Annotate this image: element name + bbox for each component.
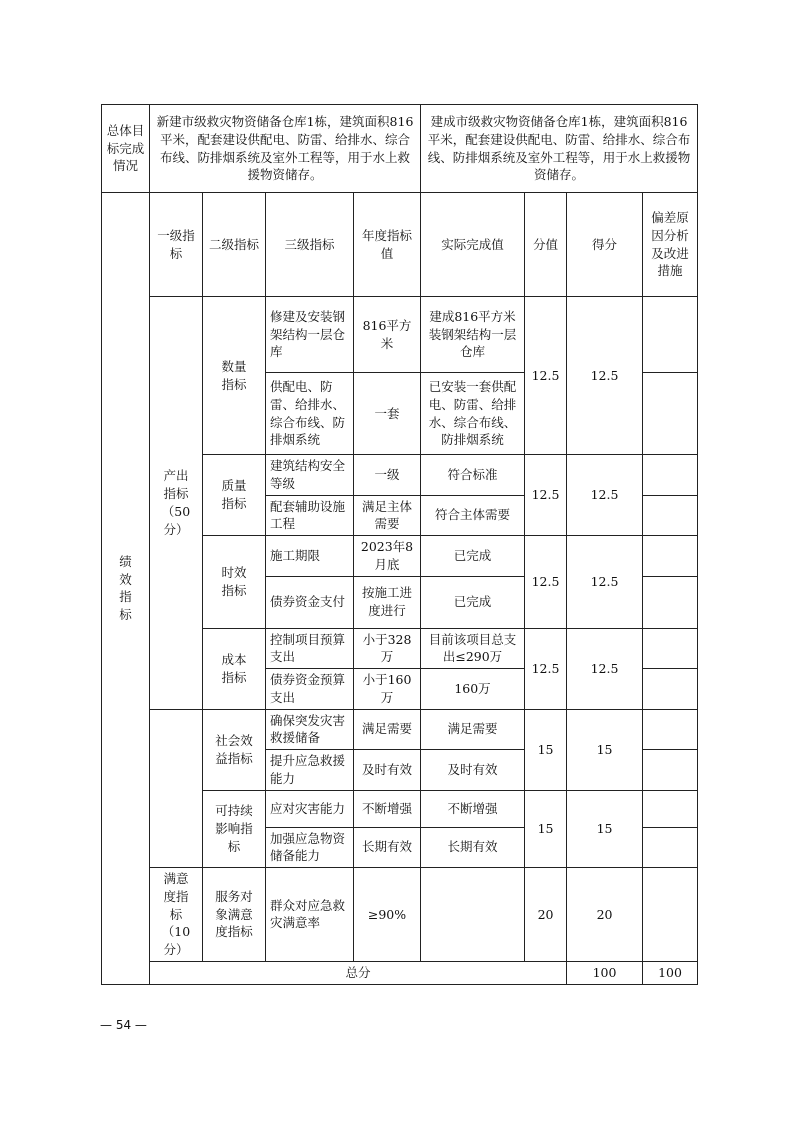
score-cell: 15 — [567, 790, 643, 868]
actual-cell: 长期有效 — [421, 827, 525, 868]
satisfaction-label: 满意度指标（10分） — [150, 868, 203, 962]
indicator-cell: 债券资金预算支出 — [266, 669, 354, 710]
social-label: 社会效益指标 — [203, 709, 266, 790]
deviation-cell — [643, 373, 698, 455]
cost-label: 成本指标 — [203, 628, 266, 709]
score-value-cell: 20 — [525, 868, 567, 962]
score-value-cell: 12.5 — [525, 628, 567, 709]
total-score-value: 100 — [567, 961, 643, 984]
deviation-cell — [643, 750, 698, 791]
total-score: 100 — [643, 961, 698, 984]
goal-planned-text: 新建市级救灾物资储备仓库1栋，建筑面积816平米，配套建设供配电、防雷、给排水、综合布线、防排烟系统及室外工程等，用于水上救援物资储存。 — [150, 105, 421, 193]
indicator-cell: 确保突发灾害救援储备 — [266, 709, 354, 750]
effect-label — [150, 709, 203, 868]
indicator-cell: 供配电、防雷、给排水、综合布线、防排烟系统 — [266, 373, 354, 455]
annual-cell: 长期有效 — [354, 827, 421, 868]
deviation-cell — [643, 827, 698, 868]
score-cell: 12.5 — [567, 628, 643, 709]
annual-cell: 一套 — [354, 373, 421, 455]
total-label: 总分 — [150, 961, 567, 984]
indicator-cell: 修建及安装钢架结构一层仓库 — [266, 297, 354, 373]
deviation-cell — [643, 576, 698, 628]
score-value-cell: 12.5 — [525, 297, 567, 455]
deviation-cell — [643, 868, 698, 962]
header-annual: 年度指标值 — [354, 193, 421, 297]
annual-cell: 满足主体需要 — [354, 495, 421, 536]
indicator-cell: 加强应急物资储备能力 — [266, 827, 354, 868]
perf-label: 绩效指标 — [102, 193, 150, 985]
satisfaction-sub-label: 服务对象满意度指标 — [203, 868, 266, 962]
actual-cell: 不断增强 — [421, 790, 525, 827]
indicator-cell: 控制项目预算支出 — [266, 628, 354, 669]
actual-cell: 目前该项目总支出≤290万 — [421, 628, 525, 669]
indicator-cell: 群众对应急救灾满意率 — [266, 868, 354, 962]
deviation-cell — [643, 495, 698, 536]
performance-table — [101, 104, 698, 985]
goal-row — [102, 105, 698, 193]
deviation-cell — [643, 297, 698, 373]
table-row — [102, 868, 698, 962]
deviation-cell — [643, 709, 698, 750]
deviation-cell — [643, 536, 698, 577]
timeliness-label: 时效指标 — [203, 536, 266, 629]
header-score: 得分 — [567, 193, 643, 297]
score-cell: 15 — [567, 709, 643, 790]
deviation-cell — [643, 455, 698, 496]
page-number: — 54 — — [100, 1018, 147, 1032]
score-value-cell: 12.5 — [525, 536, 567, 629]
header-level1: 一级指标 — [150, 193, 203, 297]
table-row — [102, 709, 698, 750]
actual-cell: 满足需要 — [421, 709, 525, 750]
annual-cell: 小于328万 — [354, 628, 421, 669]
actual-cell: 160万 — [421, 669, 525, 710]
header-level3: 三级指标 — [266, 193, 354, 297]
actual-cell: 建成816平方米装钢架结构一层仓库 — [421, 297, 525, 373]
total-row — [102, 961, 698, 984]
quantity-label: 数量指标 — [203, 297, 266, 455]
annual-cell: 按施工进度进行 — [354, 576, 421, 628]
actual-cell: 符合标准 — [421, 455, 525, 496]
annual-cell: 2023年8月底 — [354, 536, 421, 577]
header-row — [102, 193, 698, 297]
annual-cell: ≥90% — [354, 868, 421, 962]
annual-cell: 不断增强 — [354, 790, 421, 827]
quality-label: 质量指标 — [203, 455, 266, 536]
score-cell: 20 — [567, 868, 643, 962]
deviation-cell — [643, 628, 698, 669]
annual-cell: 一级 — [354, 455, 421, 496]
indicator-cell: 施工期限 — [266, 536, 354, 577]
actual-cell: 已安装一套供配电、防雷、给排水、综合布线、防排烟系统 — [421, 373, 525, 455]
goal-label: 总体目标完成情况 — [102, 105, 150, 193]
score-value-cell: 12.5 — [525, 455, 567, 536]
actual-cell: 已完成 — [421, 536, 525, 577]
annual-cell: 小于160万 — [354, 669, 421, 710]
indicator-cell: 债券资金支付 — [266, 576, 354, 628]
header-score-value: 分值 — [525, 193, 567, 297]
actual-cell — [421, 868, 525, 962]
goal-actual-text: 建成市级救灾物资储备仓库1栋，建筑面积816平米，配套建设供配电、防雷、给排水、综合布线、防排烟系统及室外工程等，用于水上救援物资储存。 — [421, 105, 698, 193]
actual-cell: 符合主体需要 — [421, 495, 525, 536]
annual-cell: 满足需要 — [354, 709, 421, 750]
header-actual: 实际完成值 — [421, 193, 525, 297]
indicator-cell: 建筑结构安全等级 — [266, 455, 354, 496]
indicator-cell: 应对灾害能力 — [266, 790, 354, 827]
score-cell: 12.5 — [567, 455, 643, 536]
score-value-cell: 15 — [525, 709, 567, 790]
score-cell: 12.5 — [567, 297, 643, 455]
deviation-cell — [643, 669, 698, 710]
header-deviation: 偏差原因分析及改进措施 — [643, 193, 698, 297]
annual-cell: 及时有效 — [354, 750, 421, 791]
sustainable-label: 可持续影响指标 — [203, 790, 266, 868]
table-row — [102, 297, 698, 373]
score-cell: 12.5 — [567, 536, 643, 629]
indicator-cell: 配套辅助设施工程 — [266, 495, 354, 536]
header-level2: 二级指标 — [203, 193, 266, 297]
actual-cell: 已完成 — [421, 576, 525, 628]
annual-cell: 816平方米 — [354, 297, 421, 373]
deviation-cell — [643, 790, 698, 827]
output-label: 产出指标（50分） — [150, 297, 203, 710]
actual-cell: 及时有效 — [421, 750, 525, 791]
indicator-cell: 提升应急救援能力 — [266, 750, 354, 791]
score-value-cell: 15 — [525, 790, 567, 868]
